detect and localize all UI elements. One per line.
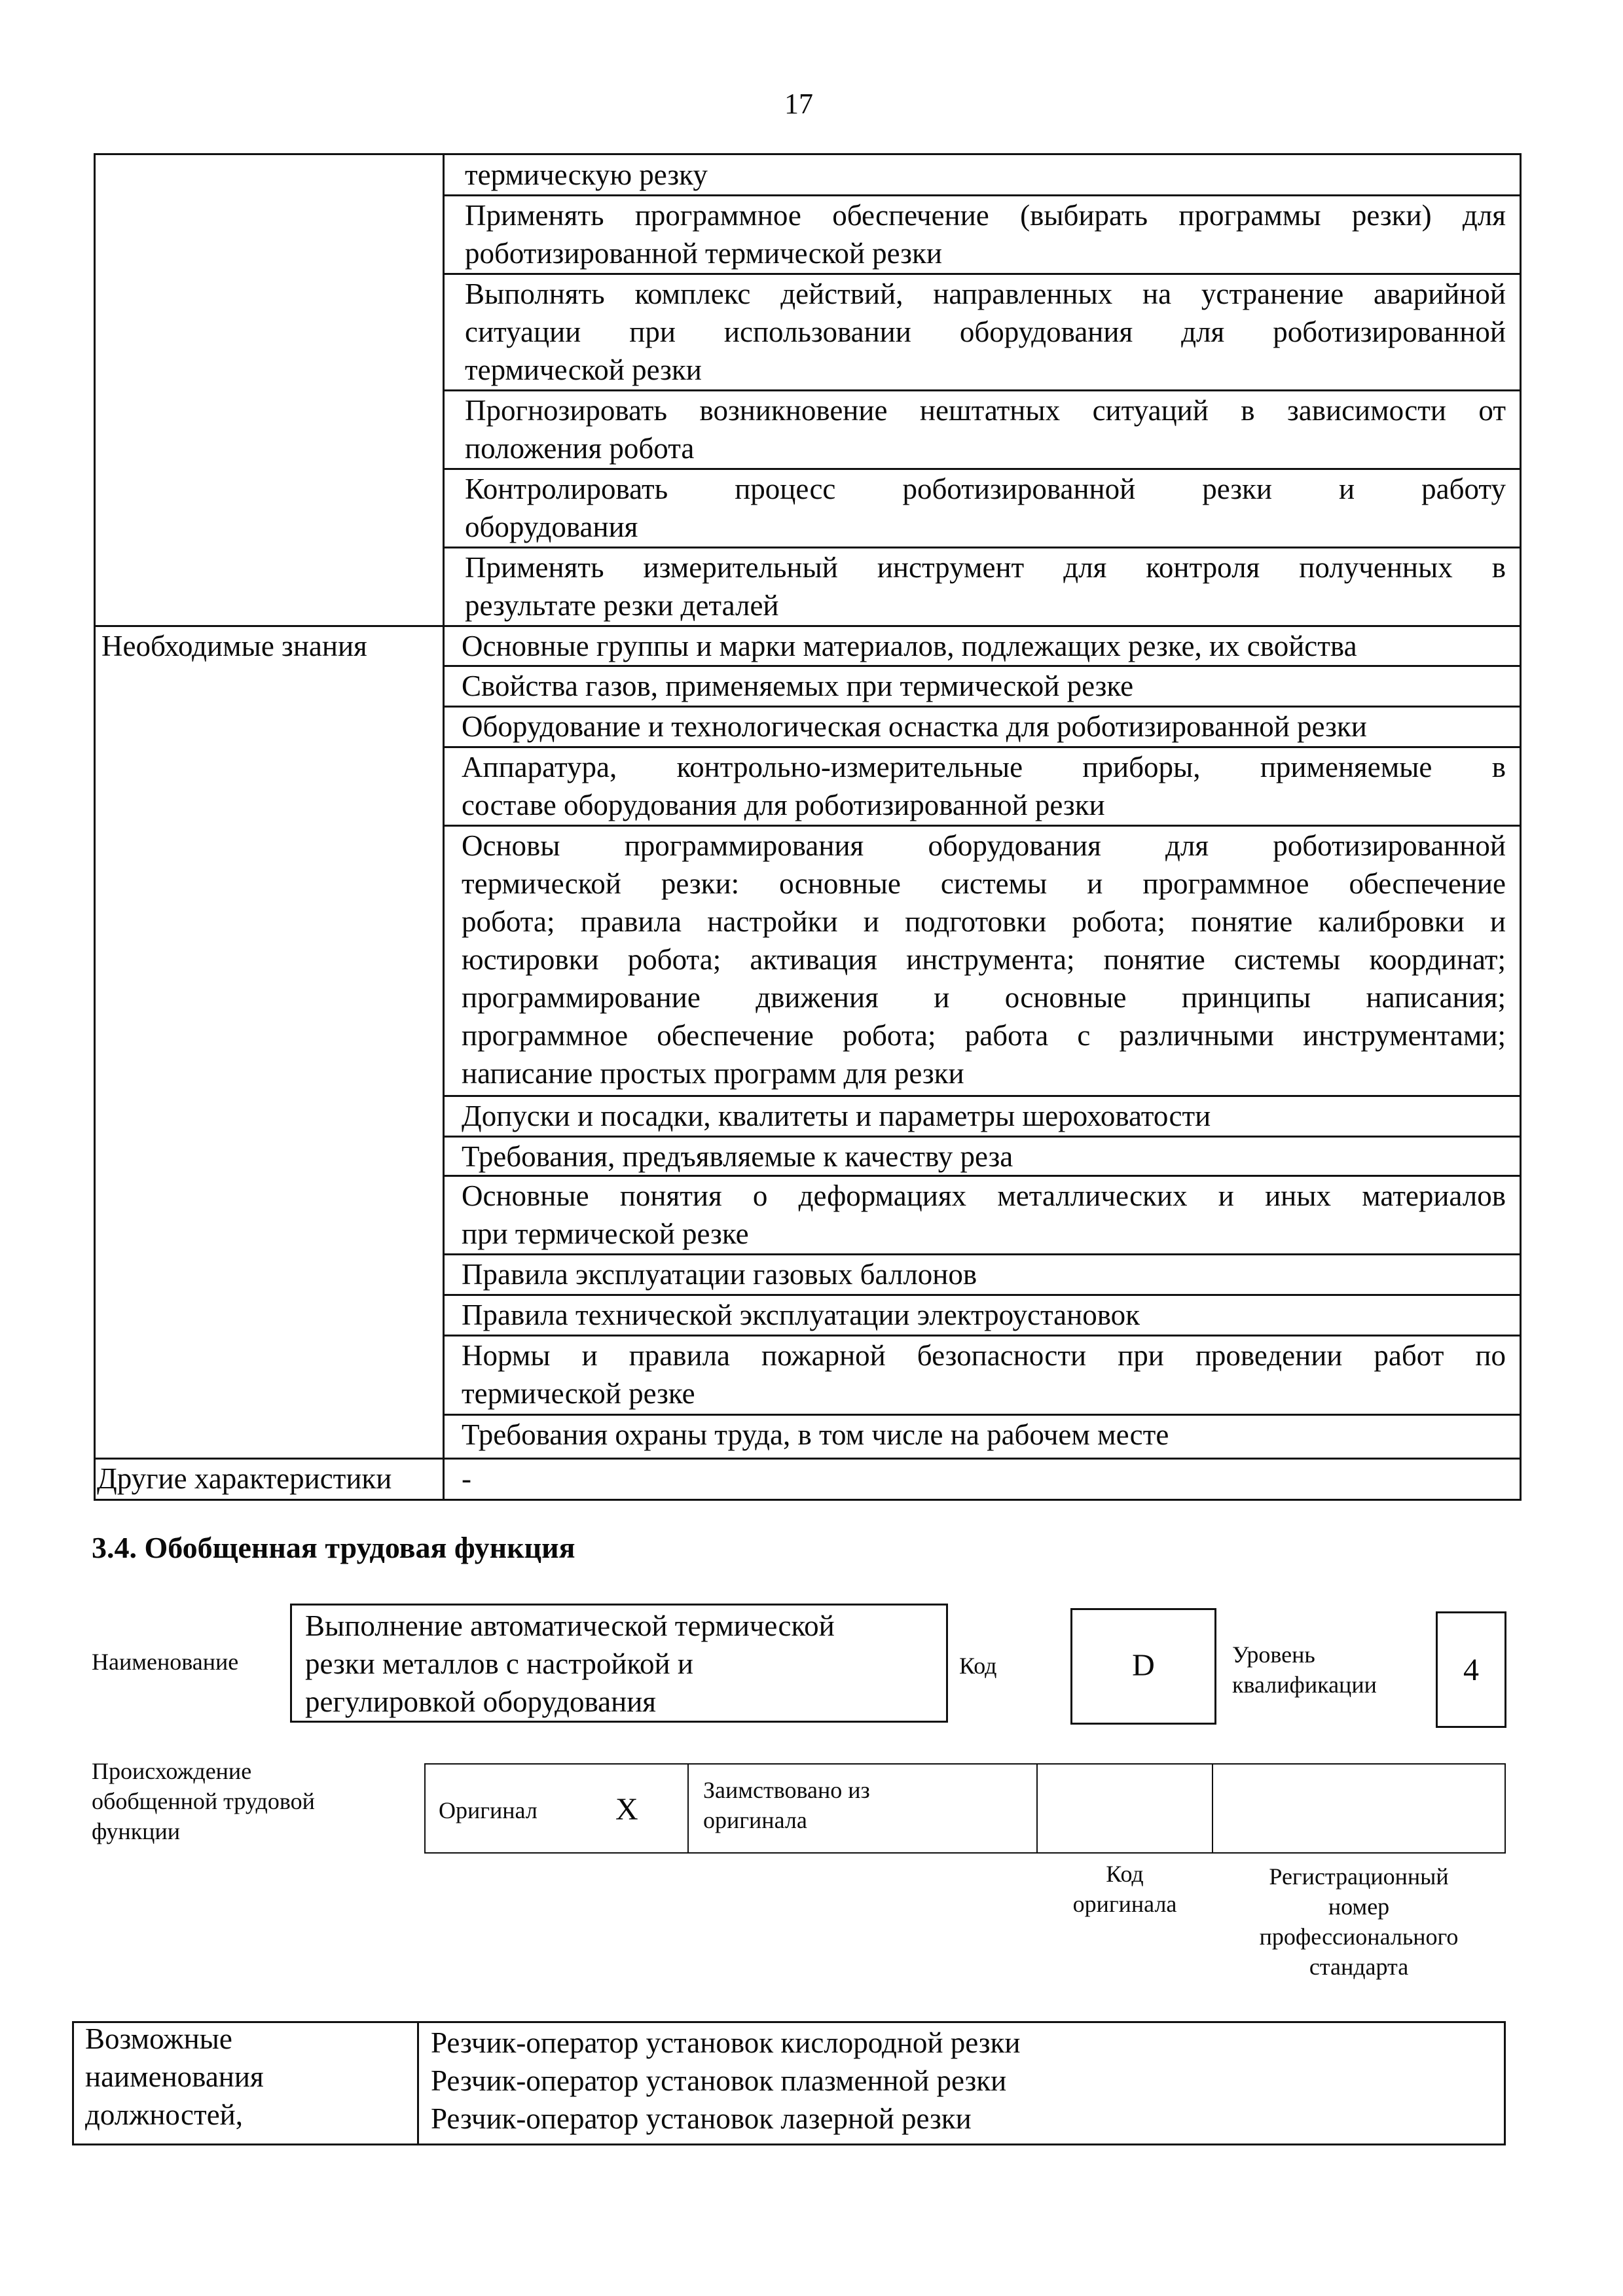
code-label: Код — [959, 1653, 997, 1679]
knowledge-text: юстировки робота; активация инструмента; понятие системы координат; — [462, 943, 1506, 976]
skill-text: Применять измерительный инструмент для контроля полученных в — [465, 551, 1506, 584]
name-value: регулировкой оборудования — [305, 1685, 657, 1718]
original-mark: X — [615, 1792, 638, 1827]
reg-number-label: стандарта — [1309, 1954, 1409, 1980]
knowledge-text: написание простых программ для резки — [462, 1057, 964, 1090]
knowledge-text: Оборудование и технологическая оснастка для роботизированной резки — [462, 710, 1367, 743]
knowledge-text: термической резке — [462, 1377, 695, 1410]
knowledge-text: Правила эксплуатации газовых баллонов — [462, 1258, 977, 1291]
positions-label: Возможные — [85, 2022, 232, 2055]
knowledge-text: Основные группы и марки материалов, подлежащих резке, их свойства — [462, 630, 1357, 662]
skill-text: Выполнять комплекс действий, направленных на устранение аварийной — [465, 278, 1506, 310]
other-characteristics-value: - — [462, 1462, 471, 1495]
level-value: 4 — [1463, 1653, 1479, 1687]
knowledge-text: программное обеспечение робота; работа с различными инструментами; — [462, 1019, 1506, 1052]
knowledge-text: составе оборудования для роботизированной резки — [462, 789, 1105, 821]
name-value: Выполнение автоматической термической — [305, 1609, 835, 1642]
level-label: квалификации — [1232, 1672, 1377, 1698]
original-label: Оригинал — [439, 1797, 538, 1823]
knowledge-text: Требования охраны труда, в том числе на рабочем месте — [462, 1418, 1169, 1451]
reg-number-label: профессионального — [1259, 1924, 1459, 1950]
skill-text: роботизированной термической резки — [465, 237, 942, 270]
level-label: Уровень — [1232, 1641, 1315, 1668]
reg-number-label: Регистрационный — [1269, 1863, 1449, 1890]
knowledge-text: Допуски и посадки, квалитеты и параметры шероховатости — [462, 1100, 1211, 1132]
skill-text: термическую резку — [465, 158, 708, 191]
skill-text: термической резки — [465, 353, 702, 386]
position-item: Резчик-оператор установок кислородной резки — [431, 2026, 1021, 2059]
knowledge-text: Аппаратура, контрольно-измерительные приборы, применяемые в — [462, 751, 1506, 783]
skill-text: результате резки деталей — [465, 589, 779, 622]
knowledge-text: Основные понятия о деформациях металлических и иных материалов — [462, 1179, 1506, 1212]
other-characteristics-label: Другие характеристики — [97, 1462, 392, 1495]
skill-text: положения робота — [465, 432, 695, 465]
knowledge-text: робота; правила настройки и подготовки робота; понятие калибровки и — [462, 905, 1506, 938]
skill-text: Прогнозировать возникновение нештатных ситуаций в зависимости от — [465, 394, 1506, 427]
position-item: Резчик-оператор установок лазерной резки — [431, 2102, 972, 2135]
section-heading: 3.4. Обобщенная трудовая функция — [92, 1531, 575, 1564]
skill-text: ситуации при использовании оборудования для роботизированной — [465, 315, 1506, 348]
code-original-label: оригинала — [1072, 1891, 1177, 1917]
knowledge-text: Нормы и правила пожарной безопасности при проведении работ по — [462, 1339, 1506, 1372]
knowledge-label: Необходимые знания — [101, 630, 367, 662]
origin-label: обобщенной трудовой — [92, 1788, 315, 1814]
name-label: Наименование — [92, 1649, 239, 1675]
knowledge-text: термической резки: основные системы и программное обеспечение — [462, 867, 1506, 900]
knowledge-text: Свойства газов, применяемых при термической резке — [462, 670, 1134, 702]
code-original-label: Код — [1106, 1861, 1144, 1887]
positions-label: должностей, — [85, 2098, 243, 2131]
reg-number-label: номер — [1328, 1893, 1390, 1920]
skill-text: оборудования — [465, 511, 638, 543]
origin-label: функции — [92, 1818, 180, 1844]
page-number: 17 — [784, 88, 813, 120]
skill-text: Контролировать процесс роботизированной резки и работу — [465, 473, 1506, 505]
knowledge-text: Основы программирования оборудования для роботизированной — [462, 829, 1506, 862]
positions-label: наименования — [85, 2060, 264, 2093]
borrowed-label: оригинала — [703, 1807, 807, 1833]
name-value: резки металлов с настройкой и — [305, 1647, 693, 1680]
skill-text: Применять программное обеспечение (выбирать программы резки) для — [465, 199, 1506, 232]
knowledge-text: Правила технической эксплуатации электроустановок — [462, 1299, 1140, 1331]
code-value: D — [1132, 1648, 1155, 1683]
knowledge-text: Требования, предъявляемые к качеству реза — [462, 1140, 1013, 1173]
position-item: Резчик-оператор установок плазменной резки — [431, 2064, 1007, 2097]
knowledge-text: программирование движения и основные принципы написания; — [462, 981, 1506, 1014]
origin-label: Происхождение — [92, 1758, 252, 1784]
borrowed-label: Заимствовано из — [703, 1777, 870, 1803]
knowledge-text: при термической резке — [462, 1217, 749, 1250]
